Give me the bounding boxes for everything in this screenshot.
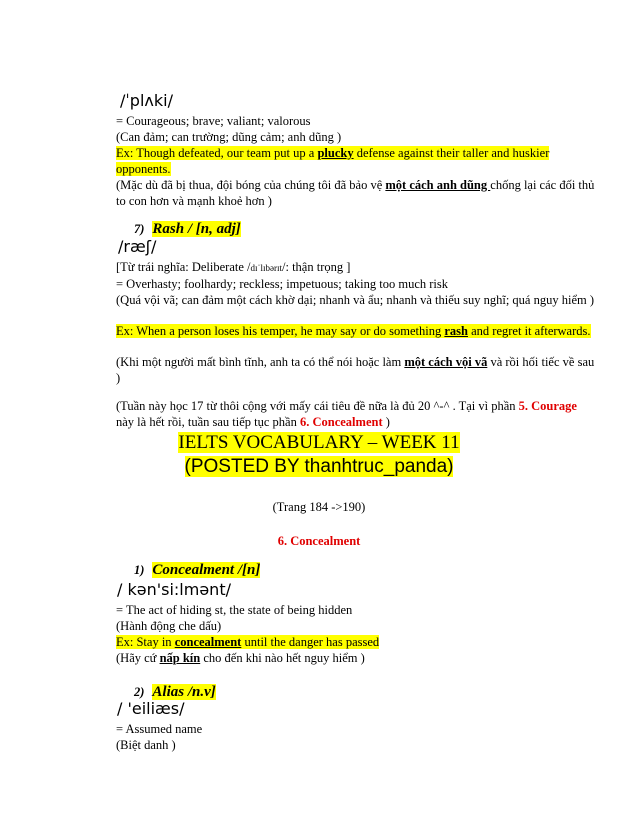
weekly-note: (Tuần này học 17 từ thôi cộng với mấy cái tiêu đề nữa là đủ 20 ^-^ . Tại vì phần 5. Courage này là hết rồi, tuần sau tiếp tục phần 6. Concealment ) bbox=[116, 399, 577, 429]
rash-pronunciation: /ræʃ/ bbox=[118, 237, 157, 256]
concealment-pronunciation: / kən'si:lmənt/ bbox=[117, 580, 231, 599]
keyword-translation: nấp kín bbox=[159, 651, 201, 665]
keyword: plucky bbox=[317, 146, 354, 160]
plucky-synonyms: = Courageous; brave; valiant; valorous bbox=[116, 114, 311, 128]
plucky-translation: (Mặc dù đã bị thua, đội bóng của chúng tôi đã bảo vệ một cách anh dũng chống lại các đối thủ to con hơn và mạnh khoẻ hơn ) bbox=[116, 178, 595, 208]
alias-vietnamese: (Biệt danh ) bbox=[116, 738, 176, 752]
plucky-pronunciation: /ˈplʌki/ bbox=[120, 91, 173, 110]
plucky-vietnamese: (Can đảm; can trường; dũng cảm; anh dũng ) bbox=[116, 130, 342, 144]
concealment-translation: (Hãy cứ nấp kín cho đến khi nào hết nguy hiểm ) bbox=[116, 651, 365, 665]
rash-heading: 7) Rash / [n, adj] bbox=[134, 221, 241, 237]
keyword-translation: một cách vội vã bbox=[404, 355, 488, 369]
concealment-heading: 1) Concealment /[n] bbox=[134, 562, 261, 578]
keyword-translation: một cách anh dũng bbox=[385, 178, 491, 192]
rash-synonyms: = Overhasty; foolhardy; reckless; impetuous; taking too much risk bbox=[116, 277, 448, 291]
keyword: concealment bbox=[174, 635, 242, 649]
rash-translation: (Khi một người mất bình tĩnh, anh ta có thể nói hoặc làm một cách vội vã và rồi hối tiếc về sau ) bbox=[116, 355, 595, 385]
concealment-vietnamese: (Hành động che dấu) bbox=[116, 619, 222, 633]
rash-antonym: [Từ trái nghĩa: Deliberate /dɪˈlɪbərɪt/: thận trọng ] bbox=[116, 260, 351, 274]
posted-by: (POSTED BY thanhtruc_panda) bbox=[184, 456, 454, 477]
alias-heading: 2) Alias /n.v] bbox=[134, 684, 216, 700]
example-text: Ex: Stay in concealment until the danger has passed bbox=[116, 635, 380, 649]
section-title: 6. Concealment bbox=[277, 534, 361, 548]
alias-pronunciation: / 'eiliæs/ bbox=[117, 699, 185, 718]
alias-definition: = Assumed name bbox=[116, 722, 203, 736]
page-range: (Trang 184 ->190) bbox=[272, 500, 366, 514]
rash-example bbox=[116, 323, 596, 339]
rash-vietnamese: (Quá vội vã; can đảm một cách khờ dại; nhanh và ẩu; nhanh và thiếu suy nghĩ; quá nguy hiểm ) bbox=[116, 293, 595, 307]
example-text: Ex: Though defeated, our team put up a plucky defense against their taller and huskier opponents. bbox=[116, 146, 550, 176]
week-title: IELTS VOCABULARY – WEEK 11 bbox=[178, 432, 460, 453]
concealment-example bbox=[116, 634, 596, 650]
concealment-definition: = The act of hiding st, the state of being hidden bbox=[116, 603, 353, 617]
example-text: Ex: When a person loses his temper, he may say or do something rash and regret it afterwards. bbox=[116, 324, 591, 338]
plucky-example bbox=[116, 145, 596, 177]
keyword: rash bbox=[444, 324, 468, 338]
